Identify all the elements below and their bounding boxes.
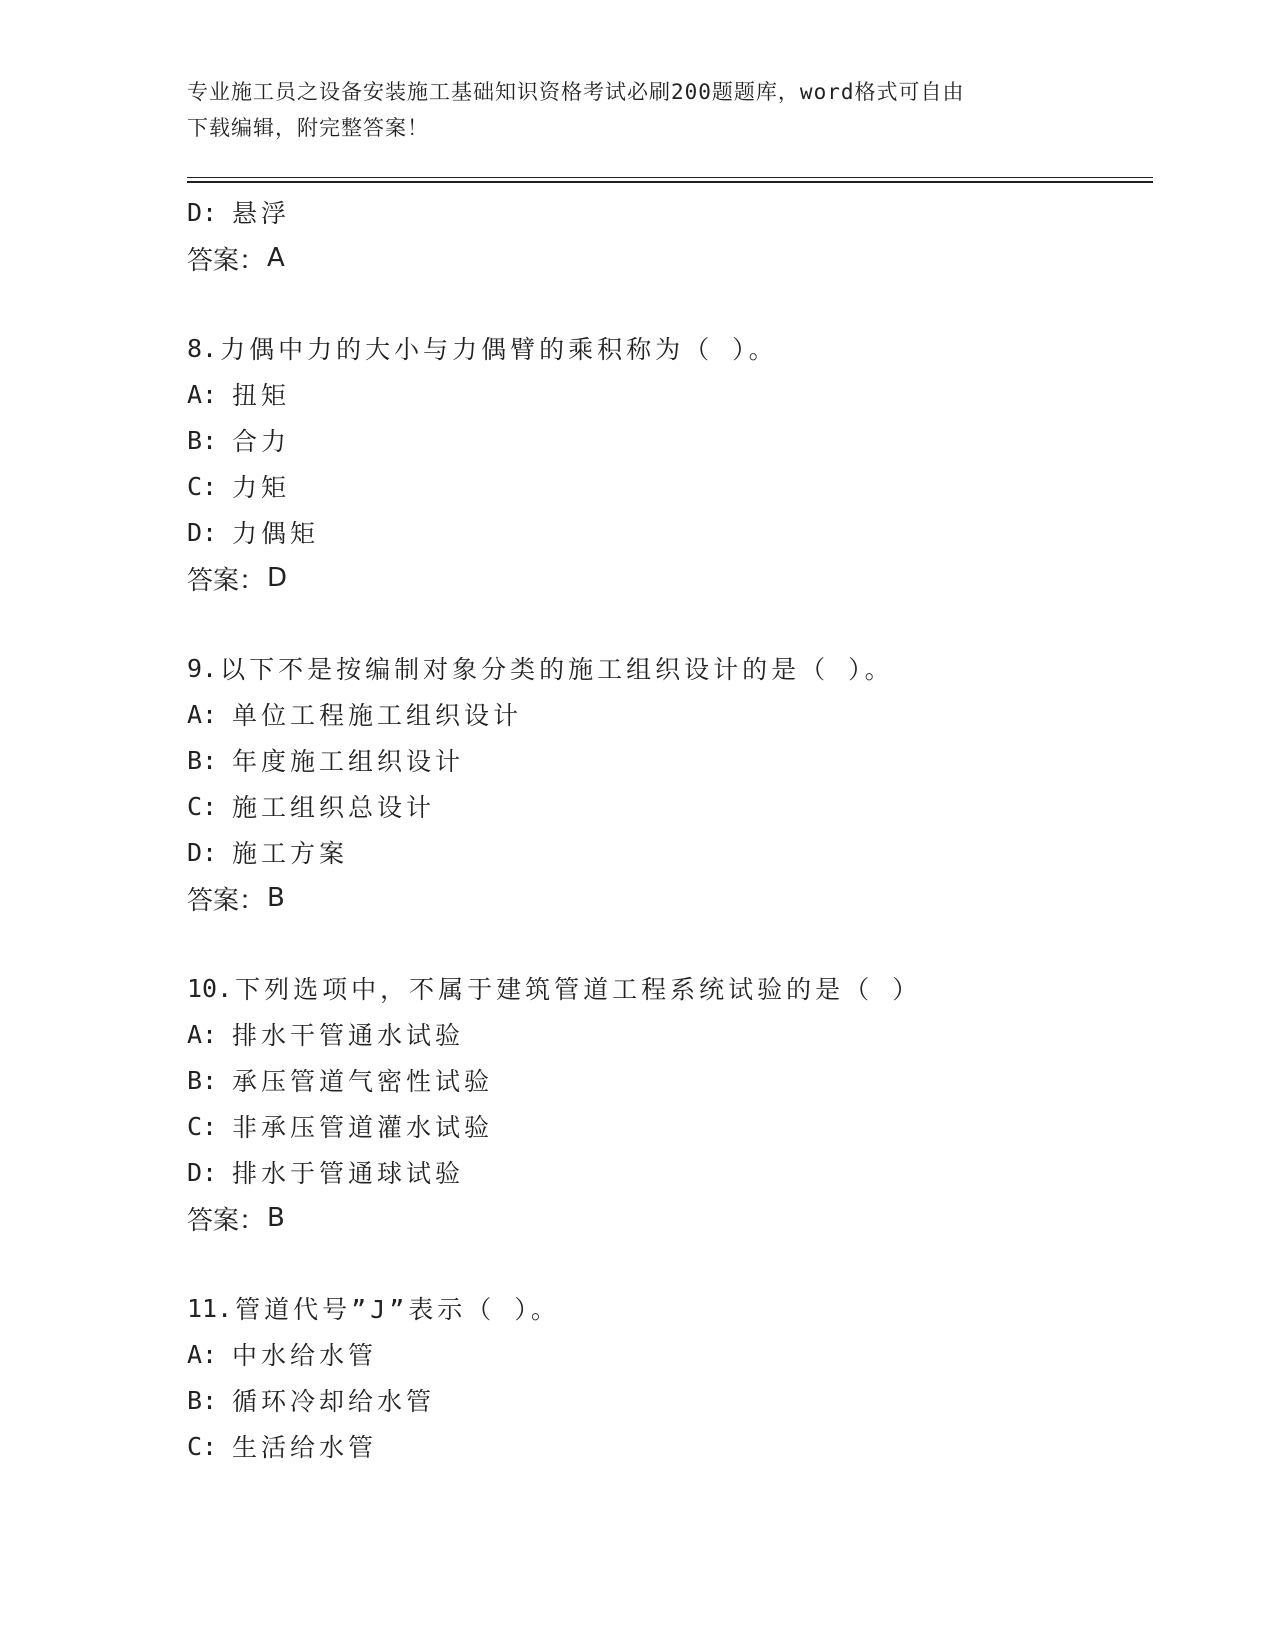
answer-value: B [267,1203,285,1233]
answer-label: 答案： [187,245,266,276]
answer-row [187,235,1153,281]
answer-row [187,875,1153,921]
header-title-line-1: 专业施工员之设备安装施工基础知识资格考试必刷200题题库，word格式可自由 [187,80,965,104]
option-text: 施工方案 [232,839,349,868]
question-number: 10. [187,973,233,1003]
option-letter: B: [187,745,218,775]
answer-value: B [267,883,285,913]
question-number: 11. [187,1293,233,1323]
option-text: 扭矩 [232,381,291,410]
option-row [187,1011,1153,1057]
header-divider-thin [187,177,1153,178]
question-text: 下列选项中，不属于建筑管道工程系统试验的是（ ） [235,975,922,1004]
option-text: 悬浮 [232,199,291,228]
option-row [187,1149,1153,1195]
question-text: 管道代号”J”表示（ ）。 [235,1295,560,1324]
option-text: 非承压管道灌水试验 [232,1113,494,1142]
question-number: 8. [187,333,218,363]
option-text: 年度施工组织设计 [232,747,465,776]
option-letter: D: [187,517,218,547]
option-row [187,1057,1153,1103]
option-text: 承压管道气密性试验 [232,1067,494,1096]
answer-label: 答案： [187,565,266,596]
option-text: 合力 [232,427,291,456]
option-row [187,783,1153,829]
header-divider-thick [187,181,1153,183]
question-stem [187,645,1153,691]
question-text: 以下不是按编制对象分类的施工组织设计的是（ ）。 [220,655,894,684]
option-letter: A: [187,1339,218,1369]
option-text: 单位工程施工组织设计 [232,701,523,730]
option-letter: B: [187,1065,218,1095]
question-text: 力偶中力的大小与力偶臂的乘积称为（ ）。 [220,335,778,364]
option-letter: B: [187,425,218,455]
option-letter: A: [187,699,218,729]
question-stem [187,325,1153,371]
answer-row [187,555,1153,601]
option-text: 循环冷却给水管 [232,1387,436,1416]
option-row [187,509,1153,555]
option-letter: B: [187,1385,218,1415]
header-title-line-2: 下载编辑，附完整答案！ [187,116,429,140]
option-letter: A: [187,1019,218,1049]
option-row [187,1423,1153,1469]
option-letter: D: [187,837,218,867]
document-header [187,74,1087,146]
option-letter: C: [187,1111,218,1141]
answer-label: 答案： [187,1205,266,1236]
option-text: 力矩 [232,473,291,502]
question-list [187,189,1153,1469]
option-row [187,463,1153,509]
option-row [187,189,1153,235]
option-row [187,371,1153,417]
question-stem [187,965,1153,1011]
option-text: 生活给水管 [232,1433,378,1462]
option-text: 中水给水管 [232,1341,378,1370]
option-text: 力偶矩 [232,519,320,548]
option-row [187,417,1153,463]
option-row [187,829,1153,875]
option-row [187,1377,1153,1423]
option-row [187,691,1153,737]
option-row [187,1331,1153,1377]
option-letter: C: [187,791,218,821]
question-stem [187,1285,1153,1331]
option-letter: A: [187,379,218,409]
option-row [187,737,1153,783]
option-letter: D: [187,197,218,227]
answer-value: D [267,563,288,593]
option-text: 施工组织总设计 [232,793,436,822]
option-text: 排水于管通球试验 [232,1159,465,1188]
option-letter: C: [187,1431,218,1461]
option-text: 排水干管通水试验 [232,1021,465,1050]
option-letter: C: [187,471,218,501]
answer-value: A [267,243,285,273]
answer-label: 答案： [187,885,266,916]
option-letter: D: [187,1157,218,1187]
question-number: 9. [187,653,218,683]
option-row [187,1103,1153,1149]
answer-row [187,1195,1153,1241]
